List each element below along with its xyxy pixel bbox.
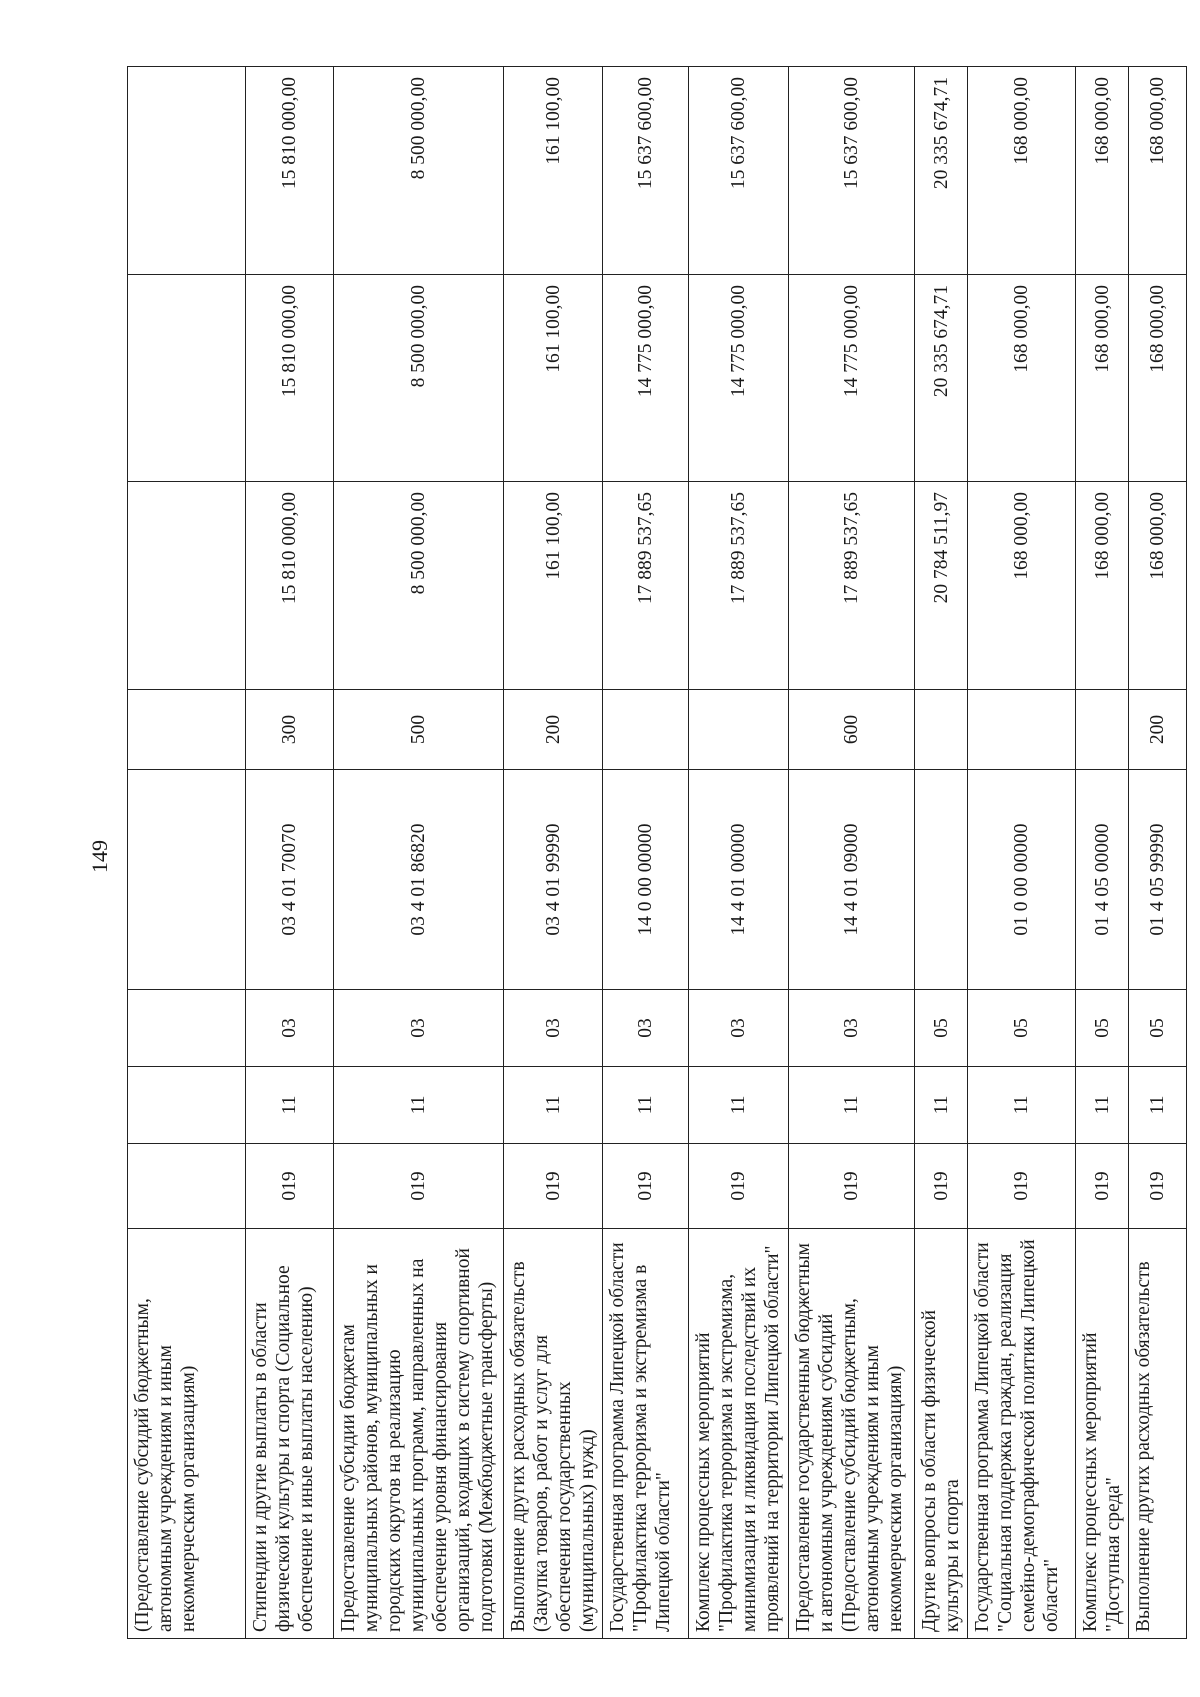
subsection-code-cell: [128, 990, 246, 1067]
section-code-cell: 11: [1129, 1067, 1187, 1144]
row-name-cell: Предоставление субсидии бюджетам муниципальных районов, муниципальных и городских округов на реализацию муниципальных программ, направленных на обеспечение уровня финансирования организаций, входящих в систему спортивной подготовки (Межбюджетные трансферты): [334, 1229, 504, 1639]
expense-type-cell: 200: [1129, 690, 1187, 770]
ministry-code-cell: 019: [334, 1144, 504, 1229]
amount-year-1-cell: 168 000,00: [1129, 482, 1187, 690]
subsection-code-cell: 03: [689, 990, 789, 1067]
amount-year-1-cell: 20 784 511,97: [915, 482, 968, 690]
ministry-code-cell: 019: [968, 1144, 1076, 1229]
ministry-code-cell: 019: [246, 1144, 334, 1229]
ministry-code-cell: 019: [689, 1144, 789, 1229]
target-article-cell: 01 0 00 00000: [968, 770, 1076, 990]
table-row: [789, 67, 915, 1639]
section-code-cell: 11: [1076, 1067, 1129, 1144]
amount-year-1-cell: 17 889 537,65: [689, 482, 789, 690]
row-name-cell: Стипендии и другие выплаты в области физической культуры и спорта (Социальное обеспечение и иные выплаты населению): [246, 1229, 334, 1639]
section-code-cell: [128, 1067, 246, 1144]
budget-table-body: [128, 67, 1187, 1639]
section-code-cell: 11: [603, 1067, 689, 1144]
table-row: [334, 67, 504, 1639]
expense-type-cell: [603, 690, 689, 770]
amount-year-3-cell: 161 100,00: [504, 67, 603, 275]
section-code-cell: 11: [689, 1067, 789, 1144]
subsection-code-cell: 03: [246, 990, 334, 1067]
row-name-cell: Государственная программа Липецкой области "Профилактика терроризма и экстремизма в Липецкой области": [603, 1229, 689, 1639]
amount-year-1-cell: 15 810 000,00: [246, 482, 334, 690]
row-name-cell: Комплекс процессных мероприятий "Профилактика терроризма и экстремизма, минимизация и ликвидация последствий их проявлений на территории Липецкой области": [689, 1229, 789, 1639]
amount-year-2-cell: 161 100,00: [504, 275, 603, 482]
ministry-code-cell: 019: [603, 1144, 689, 1229]
target-article-cell: 01 4 05 00000: [1076, 770, 1129, 990]
row-name-cell: Выполнение других расходных обязательств: [1129, 1229, 1187, 1639]
ministry-code-cell: 019: [915, 1144, 968, 1229]
ministry-code-cell: [128, 1144, 246, 1229]
amount-year-2-cell: 8 500 000,00: [334, 275, 504, 482]
table-row: [504, 67, 603, 1639]
subsection-code-cell: 05: [1129, 990, 1187, 1067]
subsection-code-cell: 05: [915, 990, 968, 1067]
page-number: 149: [87, 840, 112, 873]
table-row: [128, 67, 246, 1639]
amount-year-2-cell: 15 810 000,00: [246, 275, 334, 482]
expense-type-cell: 500: [334, 690, 504, 770]
table-row: [246, 67, 334, 1639]
table-row: [689, 67, 789, 1639]
row-name-cell: Предоставление государственным бюджетным и автономным учреждениям субсидий (Предоставление субсидий бюджетным, автономным учреждениям и иным некоммерческим организациям): [789, 1229, 915, 1639]
subsection-code-cell: 03: [504, 990, 603, 1067]
target-article-cell: [128, 770, 246, 990]
amount-year-3-cell: 20 335 674,71: [915, 67, 968, 275]
amount-year-2-cell: 168 000,00: [968, 275, 1076, 482]
row-name-cell: (Предоставление субсидий бюджетным, автономным учреждениям и иным некоммерческим организациям): [128, 1229, 246, 1639]
expense-type-cell: [689, 690, 789, 770]
amount-year-1-cell: 168 000,00: [968, 482, 1076, 690]
target-article-cell: 03 4 01 70070: [246, 770, 334, 990]
row-name-cell: Другие вопросы в области физической культуры и спорта: [915, 1229, 968, 1639]
target-article-cell: 14 4 01 00000: [689, 770, 789, 990]
amount-year-1-cell: 17 889 537,65: [789, 482, 915, 690]
subsection-code-cell: 03: [603, 990, 689, 1067]
amount-year-1-cell: 17 889 537,65: [603, 482, 689, 690]
subsection-code-cell: 03: [334, 990, 504, 1067]
table-row: [915, 67, 968, 1639]
ministry-code-cell: 019: [1076, 1144, 1129, 1229]
row-name-cell: Государственная программа Липецкой области "Социальная поддержка граждан, реализация семейно-демографической политики Липецкой области": [968, 1229, 1076, 1639]
expense-type-cell: 200: [504, 690, 603, 770]
expense-type-cell: 600: [789, 690, 915, 770]
expense-type-cell: [968, 690, 1076, 770]
amount-year-3-cell: 15 637 600,00: [603, 67, 689, 275]
amount-year-3-cell: 15 637 600,00: [789, 67, 915, 275]
amount-year-3-cell: [128, 67, 246, 275]
amount-year-3-cell: 168 000,00: [1129, 67, 1187, 275]
section-code-cell: 11: [789, 1067, 915, 1144]
section-code-cell: 11: [968, 1067, 1076, 1144]
amount-year-2-cell: 14 775 000,00: [789, 275, 915, 482]
section-code-cell: 11: [246, 1067, 334, 1144]
subsection-code-cell: 05: [968, 990, 1076, 1067]
section-code-cell: 11: [334, 1067, 504, 1144]
table-row: [1129, 67, 1187, 1639]
section-code-cell: 11: [504, 1067, 603, 1144]
table-row: [603, 67, 689, 1639]
row-name-cell: Комплекс процессных мероприятий "Доступная среда": [1076, 1229, 1129, 1639]
target-article-cell: 03 4 01 86820: [334, 770, 504, 990]
row-name-cell: Выполнение других расходных обязательств (Закупка товаров, работ и услуг для обеспечения государственных (муниципальных) нужд): [504, 1229, 603, 1639]
ministry-code-cell: 019: [789, 1144, 915, 1229]
amount-year-2-cell: 14 775 000,00: [603, 275, 689, 482]
section-code-cell: 11: [915, 1067, 968, 1144]
target-article-cell: 14 0 00 00000: [603, 770, 689, 990]
budget-table: [127, 66, 1187, 1639]
target-article-cell: [915, 770, 968, 990]
expense-type-cell: [1076, 690, 1129, 770]
amount-year-3-cell: 168 000,00: [968, 67, 1076, 275]
table-row: [968, 67, 1076, 1639]
amount-year-1-cell: 161 100,00: [504, 482, 603, 690]
target-article-cell: 14 4 01 09000: [789, 770, 915, 990]
amount-year-1-cell: 8 500 000,00: [334, 482, 504, 690]
amount-year-2-cell: 168 000,00: [1129, 275, 1187, 482]
expense-type-cell: [128, 690, 246, 770]
amount-year-3-cell: 15 810 000,00: [246, 67, 334, 275]
amount-year-2-cell: [128, 275, 246, 482]
ministry-code-cell: 019: [504, 1144, 603, 1229]
amount-year-1-cell: [128, 482, 246, 690]
amount-year-2-cell: 14 775 000,00: [689, 275, 789, 482]
subsection-code-cell: 05: [1076, 990, 1129, 1067]
expense-type-cell: 300: [246, 690, 334, 770]
expense-type-cell: [915, 690, 968, 770]
rotated-table-frame: [127, 67, 1187, 1639]
table-row: [1076, 67, 1129, 1639]
amount-year-3-cell: 15 637 600,00: [689, 67, 789, 275]
amount-year-3-cell: 8 500 000,00: [334, 67, 504, 275]
budget-table-container: [127, 67, 1187, 1639]
amount-year-1-cell: 168 000,00: [1076, 482, 1129, 690]
target-article-cell: 03 4 01 99990: [504, 770, 603, 990]
amount-year-2-cell: 20 335 674,71: [915, 275, 968, 482]
target-article-cell: 01 4 05 99990: [1129, 770, 1187, 990]
amount-year-2-cell: 168 000,00: [1076, 275, 1129, 482]
subsection-code-cell: 03: [789, 990, 915, 1067]
ministry-code-cell: 019: [1129, 1144, 1187, 1229]
amount-year-3-cell: 168 000,00: [1076, 67, 1129, 275]
